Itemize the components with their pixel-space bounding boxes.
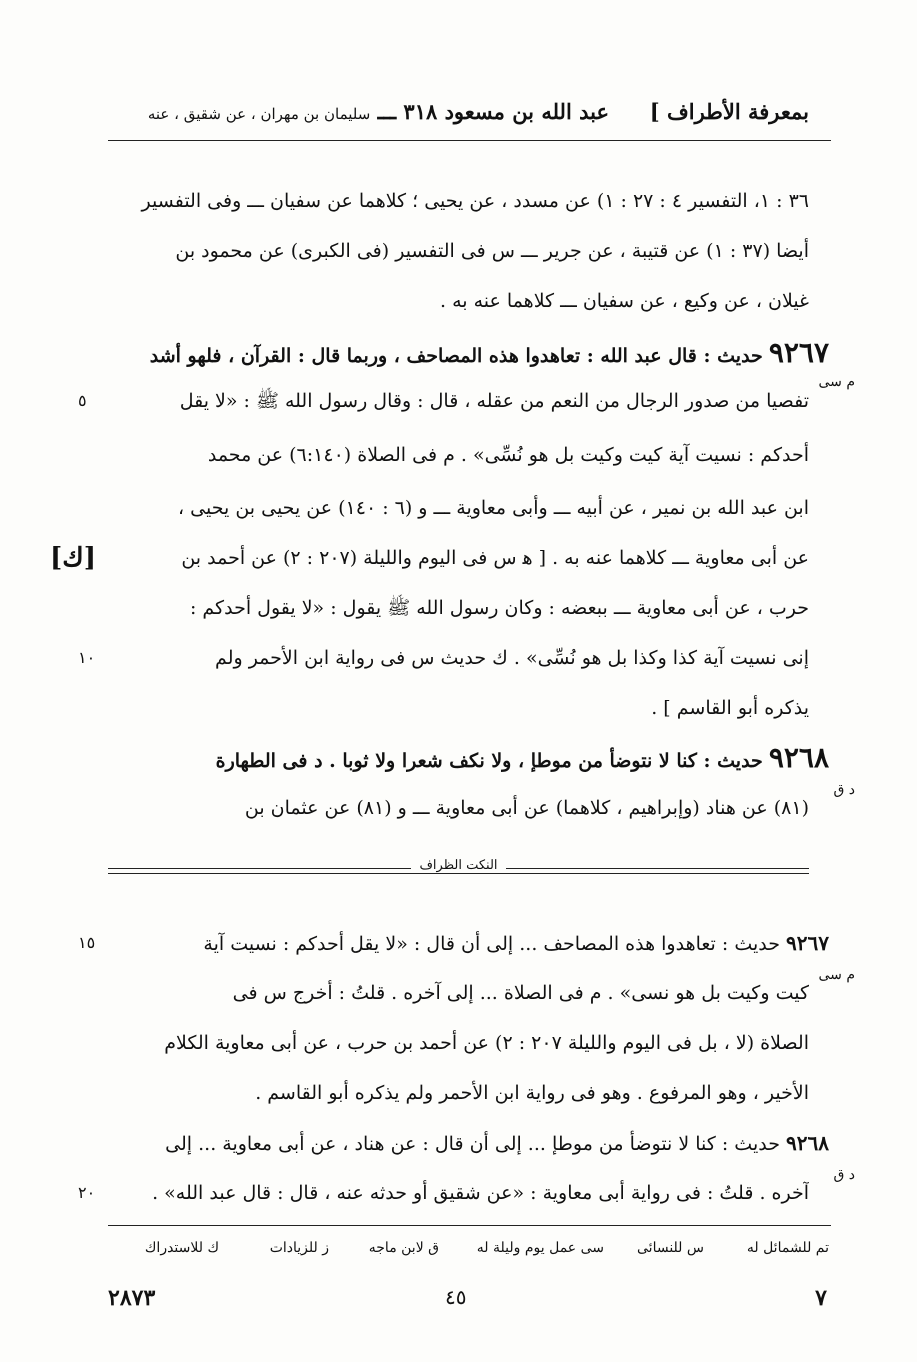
- nukat-text: حديث : كنا لا نتوضأ من موطإ ... إلى أن قال : عن هناد ، عن أبى معاوية ... إلى: [165, 1133, 780, 1155]
- abbrev-item: ك للاستدراك: [144, 1240, 219, 1256]
- text-line-13: (٨١) عن هناد (وإبراهيم ، كلاهما) عن أبى معاوية ـــ و (٨١) عن عثمان بن: [244, 797, 809, 819]
- nukat-line-2: كيت وكيت بل هو نسى» . م فى الصلاة ... إلى آخره . قلتُ : أخرج س فى: [232, 982, 809, 1004]
- header-rule: [108, 140, 831, 141]
- text-line-9: حرب ، عن أبى معاوية ـــ ببعضه : وكان رسول الله ﷺ يقول : «لا يقول أحدكم :: [189, 597, 809, 619]
- nukat-line-3: الصلاة (لا ، بل فى اليوم والليلة ٢٠٧ : ٢) عن أحمد بن حرب ، عن أبى معاوية الكلام: [164, 1032, 809, 1054]
- abbrev-item: س للنسائى: [637, 1240, 704, 1256]
- line-number-20: ٢٠: [78, 1183, 96, 1202]
- page-number: ٤٥: [445, 1285, 467, 1309]
- nukat-text: حديث : تعاهدوا هذه المصاحف ... إلى أن قال : «لا يقل أحدكم : نسيت آية: [203, 933, 780, 955]
- nukat-line-4: الأخير ، وهو المرفوع . وهو فى رواية ابن الأحمر ولم يذكره أبو القاسم .: [255, 1082, 809, 1104]
- text-line-7: ابن عبد الله بن نمير ، عن أبيه ـــ وأبى معاوية ـــ و (٦ : ١٤٠) عن يحيى بن يحيى ،: [177, 497, 809, 519]
- hadith-number: ٩٢٦٧: [786, 931, 829, 955]
- nukat-line-6: آخره . قلتُ : فى رواية أبى معاوية : «عن شقيق أو حدثه عنه ، قال : قال عبد الله» .: [152, 1182, 809, 1204]
- hadith-text: حديث : كنا لا نتوضأ من موطإ ، ولا نكف شعرا ولا ثوبا . د فى الطهارة: [215, 750, 763, 772]
- text-line-3: غيلان ، عن وكيع ، عن سفيان ـــ كلاهما عنه به .: [440, 290, 809, 312]
- hadith-text: حديث : قال عبد الله : تعاهدوا هذه المصاحف ، وربما قال : القرآن ، فلهو أشد: [149, 345, 763, 367]
- margin-siglum-dq: د ق: [833, 782, 855, 798]
- margin-siglum-k: [ك]: [50, 543, 97, 573]
- volume-number: ٧: [815, 1285, 827, 1311]
- margin-siglum-ms-2: م سى: [818, 967, 855, 983]
- line-number-10: ١٠: [78, 648, 96, 667]
- line-number-5: ٥: [78, 391, 87, 410]
- abbrev-item: ز للزيادات: [269, 1240, 329, 1256]
- text-line-10: إنى نسيت آية كذا وكذا بل هو نُسِّى» . ك حديث س فى رواية ابن الأحمر ولم: [215, 647, 809, 669]
- nukat-9267-line-1: [105, 925, 829, 961]
- running-head-center: [148, 99, 609, 124]
- text-line-8: عن أبى معاوية ـــ كلاهما عنه به . [ ﻫ س فى اليوم والليلة (٢٠٧ : ٢) عن أحمد بن: [181, 547, 809, 569]
- abbrev-item: ق لابن ماجه: [368, 1240, 439, 1256]
- running-head-chain: سليمان بن مهران ، عن شقيق ، عنه: [147, 105, 371, 123]
- margin-siglum-dq-2: د ق: [833, 1167, 855, 1183]
- running-head-title: بمعرفة الأطراف ]: [649, 99, 809, 124]
- text-line-1: ٣٦ : ١، التفسير ٤ : ٢٧ : ١) عن مسدد ، عن يحيى ؛ كلاهما عن سفيان ـــ وفى التفسير: [141, 190, 809, 212]
- line-number-15: ١٥: [78, 933, 96, 952]
- abbrev-item: سى عمل يوم وليلة له: [476, 1240, 604, 1256]
- hadith-9267-line-1: [105, 335, 829, 371]
- nukat-9268-line-1: [105, 1125, 829, 1161]
- hadith-number: ٩٢٦٨: [786, 1131, 829, 1155]
- text-line-11: يذكره أبو القاسم ] .: [651, 697, 809, 719]
- text-line-2: أيضا (٣٧ : ١) عن قتيبة ، عن جرير ـــ س فى التفسير (فى الكبرى) عن محمود بن: [175, 240, 809, 262]
- hadith-number: ٩٢٦٨: [768, 741, 829, 774]
- footer-rule: [108, 1225, 831, 1226]
- divider-label: النكت الظراف: [0, 858, 917, 873]
- hadith-9268-line-1: [105, 740, 829, 776]
- margin-siglum-ms: م سى: [818, 374, 855, 390]
- running-head-main: عبد الله بن مسعود ٣١٨ ـــ: [377, 99, 609, 124]
- abbreviation-key: [105, 1240, 829, 1264]
- text-line-6: أحدكم : نسيت آية كيت وكيت بل هو نُسِّى» . م فى الصلاة (٦:١٤٠) عن محمد: [207, 444, 809, 466]
- hadith-number: ٩٢٦٧: [768, 336, 829, 369]
- text-line-5: تفصيا من صدور الرجال من النعم من عقله ، قال : وقال رسول الله ﷺ : «لا يقل: [179, 390, 809, 412]
- abbrev-item: تم للشمائل له: [746, 1240, 829, 1256]
- running-head: [108, 95, 809, 131]
- continuous-page-number: ٢٨٧٣: [108, 1285, 156, 1311]
